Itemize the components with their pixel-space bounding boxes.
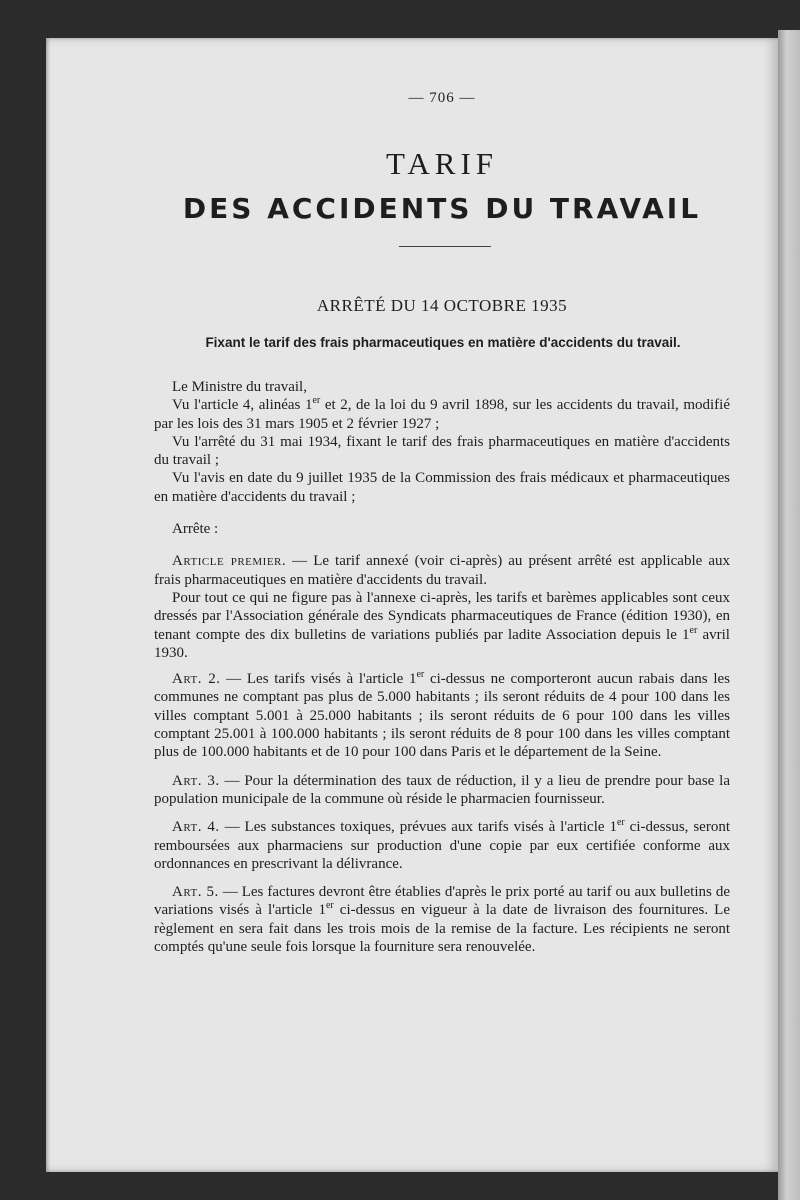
article-5-sup: er [325,900,334,912]
article-4-sup: er [616,817,625,829]
page-edge [778,30,800,1200]
article-5 [154,883,730,956]
article-1-p2-text-a: Pour tout ce qui ne figure pas à l'annexe ci-après, les tarifs et barèmes applicables sont ceux dressés par l'Association générale des Syndicats pharmaceutiques de France (édition 1930), en tenant compte des dix bulletins de variations publiés par ladite Association depuis le 1 [154,589,730,643]
decree-body [154,378,730,956]
arrete-text: Arrête : [172,521,219,538]
article-4-text-b: ci-dessus, seront remboursées aux pharmaciens sur production d'une copie par eux certifiée conforme aux ordonnances en prescrivant la délivrance. [154,819,730,872]
article-2-sup: er [416,669,425,681]
article-2-text-b: ci-dessus ne comporteront aucun rabais dans les communes ne comptant pas plus de 5.000 habitants ; ils seront réduits de 4 pour 100 dans les villes comptant 5.001 à 25.000 habitants ; ils seront réduits de 6 pour 100 dans les villes comptant 25.001 à 100.000 habitants ; ils seront réduits de 8 pour 100 dans les villes comptant plus de 100.000 habitants et de 10 pour 100 dans Paris et le département de la Seine. [154,671,730,761]
article-5-label: Art. 5. [172,884,219,901]
article-4 [154,818,730,873]
article-3-text: — Pour la détermination des taux de réduction, il y a lieu de prendre pour base la population municipale de la commune où réside le pharmacien fournisseur. [154,772,730,807]
article-3 [154,772,730,809]
page-number: — 706 — [408,90,476,106]
vu-paragraph-2 [154,433,730,470]
article-4-text-a: — Les substances toxiques, prévues aux tarifs visés à l'article 1 [219,819,617,836]
article-5-text-a: — Les factures devront être établies d'après le prix porté au tarif ou aux bulletins de variations visés à l'article 1 [154,884,730,919]
divider-rule [399,246,491,247]
article-1-text: — Le tarif annexé (voir ci-après) au présent arrêté est applicable aux frais pharmaceutiques en matière d'accidents du travail. [154,553,730,588]
title-accidents: DES ACCIDENTS DU TRAVAIL [182,192,702,225]
arrete-line [154,520,730,538]
article-1-label: Article premier. [172,553,287,570]
decree-title: ARRÊTÉ DU 14 OCTOBRE 1935 [316,296,568,315]
article-1 [154,552,730,589]
minister-text: Le Ministre du travail, [172,379,307,395]
document-page [46,38,778,1172]
article-2-label: Art. 2. [172,671,221,688]
article-2-text-a: — Les tarifs visés à l'article 1 [220,671,417,688]
article-5-text-b: ci-dessus en vigueur à la date de livraison des fournitures. Le règlement en sera fait dans les trois mois de la remise de la facture. Les récipients ne seront comptés qu'une seule fois lorsque la fourniture sera renouvelée. [154,902,731,956]
minister-line [154,378,730,396]
article-1-p2-text-b: avril 1930. [154,626,730,661]
article-4-label: Art. 4. [172,819,220,836]
vu-paragraph-1 [154,396,730,433]
title-tarif: TARIF [385,146,499,181]
vu1-sup: er [312,395,321,407]
vu2-text: Vu l'arrêté du 31 mai 1934, fixant le tarif des frais pharmaceutiques en matière d'accidents du travail ; [154,433,730,469]
vu3-text: Vu l'avis en date du 9 juillet 1935 de la Commission des frais médicaux et pharmaceutiques en matière d'accidents du travail ; [154,470,730,505]
vu-paragraph-3 [154,469,730,506]
vu1-text-b: et 2, de la loi du 9 avril 1898, sur les accidents du travail, modifié par les lois des 31 mars 1905 et 2 février 1927 ; [154,397,730,432]
article-1-p2-sup: er [689,624,698,636]
article-2 [154,670,730,761]
article-1-paragraph-2 [154,589,730,662]
article-3-label: Art. 3. [172,772,220,789]
vu1-text-a: Vu l'article 4, alinéas 1 [172,397,313,414]
decree-subtitle: Fixant le tarif des frais pharmaceutiques en matière d'accidents du travail. [205,335,681,350]
